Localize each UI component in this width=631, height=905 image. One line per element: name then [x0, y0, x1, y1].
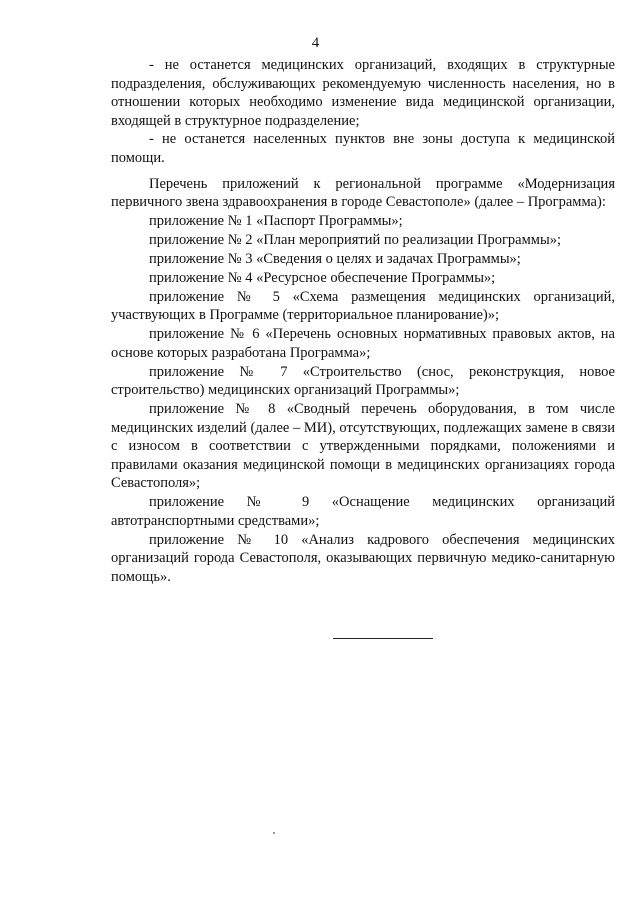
paragraph-appendix-list-intro: Перечень приложений к региональной программе «Модернизация первичного звена здравоохранения в городе Севастополе» (далее – Программа):	[111, 175, 615, 211]
appendix-item-2: приложение № 2 «План мероприятий по реализации Программы»;	[149, 231, 561, 248]
appendix-item-5: приложение № 5 «Схема размещения медицинских организаций, участвующих в Программе (территориальное планирование)»;	[111, 288, 615, 324]
scan-speck	[273, 832, 275, 834]
document-body	[111, 56, 615, 587]
appendix-item-4: приложение № 4 «Ресурсное обеспечение Программы»;	[149, 269, 496, 286]
appendix-item-1: приложение № 1 «Паспорт Программы»;	[149, 213, 403, 230]
appendix-item-9: приложение № 9 «Оснащение медицинских организаций автотранспортными средствами»;	[111, 494, 615, 529]
appendix-item-6: приложение № 6 «Перечень основных нормативных правовых актов, на основе которых разработана Программа»;	[111, 326, 615, 361]
end-of-text-rule	[333, 638, 433, 639]
appendix-item-10: приложение № 10 «Анализ кадрового обеспечения медицинских организаций города Севастополя, оказывающих первичную медико-санитарную помощь».	[111, 531, 615, 585]
paragraph-no-settlement-left: - не останется населенных пунктов вне зоны доступа к медицинской помощи.	[111, 131, 615, 166]
appendix-item-7: приложение № 7 «Строительство (снос, реконструкция, новое строительство) медицинских организаций Программы»;	[111, 363, 615, 399]
paragraph-no-org-left: - не останется медицинских организаций, входящих в структурные подразделения, обслуживающих рекомендуемую численность населения, но в отношении которых необходимо изменение вида медицинской организации, входящей в структурное подразделение;	[111, 57, 615, 129]
page-number: 4	[311, 35, 320, 51]
appendix-item-8: приложение № 8 «Сводный перечень оборудования, в том числе медицинских изделий (далее – МИ), отсутствующих, подлежащих замене в связи с износом в соответствии с утвержденными порядками, положениями и правилами оказания медицинской помощи в медицинских организациях города Севастополя»;	[111, 401, 615, 492]
appendix-item-3: приложение № 3 «Сведения о целях и задачах Программы»;	[149, 250, 521, 267]
